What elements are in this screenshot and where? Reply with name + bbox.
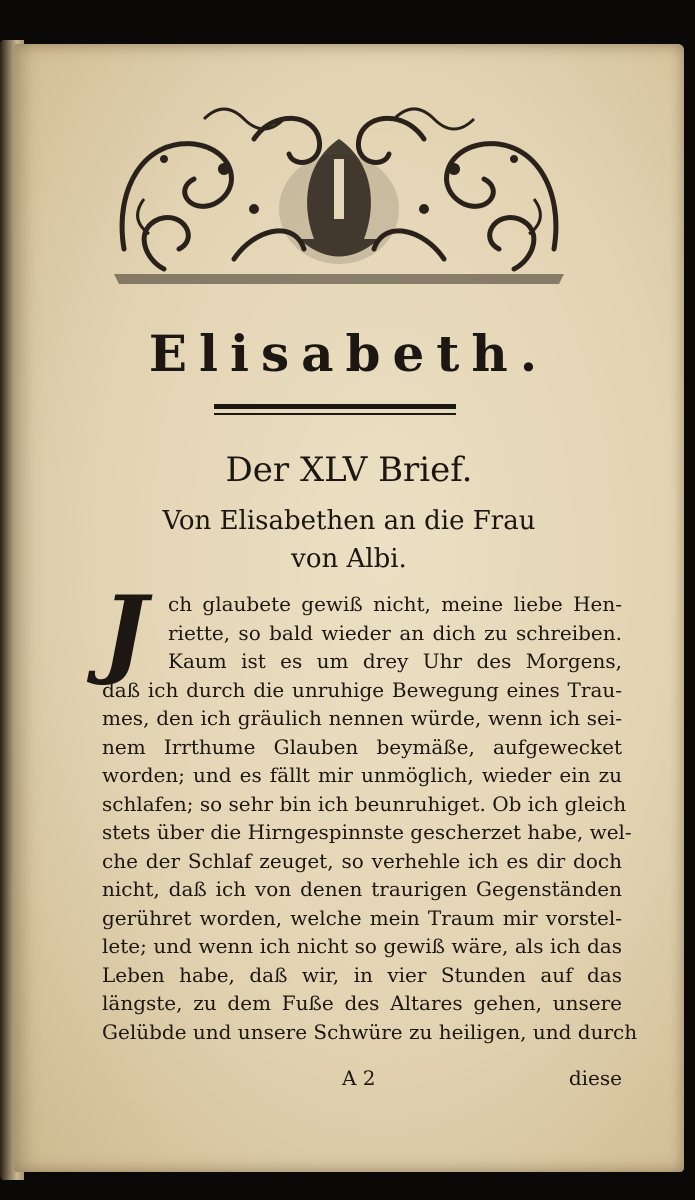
text-line: daß ich durch die unruhige Bewegung eines Trau- xyxy=(102,677,622,702)
letter-subheading xyxy=(14,502,684,578)
text-line: schlafen; so sehr bin ich beunruhiget. Ob ich gleich xyxy=(102,791,627,816)
text-line: längste, zu dem Fuße des Altares gehen, unsere xyxy=(102,991,622,1015)
book-page xyxy=(14,44,684,1172)
catchword: diese xyxy=(568,1066,622,1090)
text-line: worden; und es fällt mir unmöglich, wieder ein zu xyxy=(102,763,622,787)
body-text xyxy=(102,590,638,1046)
text-line: Leben habe, daß wir, in vier Stunden auf das xyxy=(102,962,622,987)
subheading-line: von Albi. xyxy=(291,544,407,574)
text-line: stets über die Hirngespinnste gescherzet habe, wel- xyxy=(102,820,632,844)
drop-cap: J xyxy=(102,575,148,688)
double-rule-divider xyxy=(214,404,456,420)
text-line: che der Schlaf zeuget, so verhehle ich es dir doch xyxy=(102,848,622,873)
letter-heading: Der XLV Brief. xyxy=(225,450,473,490)
text-line: ch glaubete gewiß nicht, meine liebe Hen- xyxy=(168,592,622,616)
page-footer xyxy=(102,1066,622,1096)
text-line: gerühret worden, welche mein Traum mir vorstel- xyxy=(102,905,622,930)
baroque-headpiece-ornament-icon xyxy=(104,99,574,289)
book-title: Elisabeth. xyxy=(148,324,550,383)
text-line: riette, so bald wieder an dich zu schreiben. xyxy=(168,620,622,645)
text-line: mes, den ich gräulich nennen würde, wenn ich sei- xyxy=(102,706,622,730)
text-line: Kaum ist es um drey Uhr des Morgens, xyxy=(168,649,622,673)
signature-mark: A 2 xyxy=(342,1066,376,1090)
text-line: nem Irrthume Glauben beymäße, aufgewecket xyxy=(102,734,622,759)
text-line: lete; und wenn ich nicht so gewiß wäre, als ich das xyxy=(102,934,622,958)
subheading-line: Von Elisabethen an die Frau xyxy=(162,506,536,536)
text-line: nicht, daß ich von denen traurigen Gegenständen xyxy=(102,877,622,901)
text-line: Gelübde und unsere Schwüre zu heiligen, und durch xyxy=(102,1019,638,1044)
